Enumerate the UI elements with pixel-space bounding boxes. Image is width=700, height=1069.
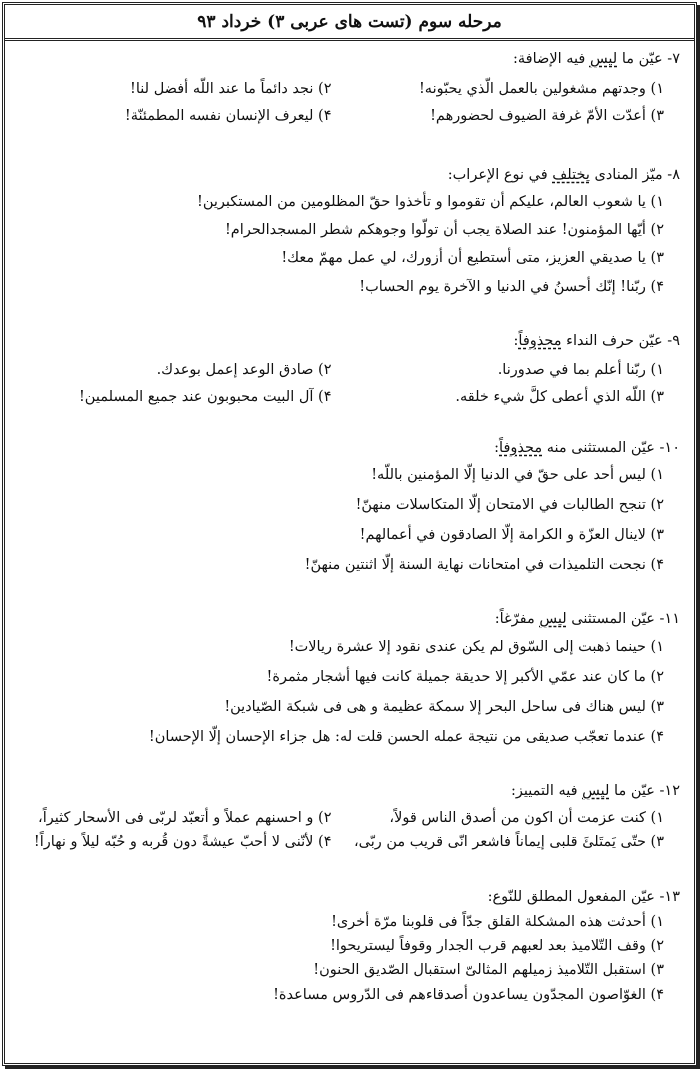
option-1[interactable]: ۱) يا شعوب العالم، عليكم أن تقوموا و تأخذوا حقّ المظلومين من المستكبرين!: [197, 194, 664, 210]
stem-underlined: ليس: [582, 783, 610, 799]
option-3[interactable]: ۳) استقبل التّلاميذ زميلهم المثالىّ استقبال الصّديق الحنون!: [313, 962, 664, 978]
stem-text: ۱۱- عيّن المستثنى: [566, 611, 680, 627]
stem-text: مفرّغاً:: [494, 611, 540, 627]
option-1[interactable]: ۱) ليس أحد على حقّ في الدنيا إلّا المؤمنين باللّه!: [371, 467, 664, 483]
question-stem: [511, 783, 680, 799]
page-header: [5, 5, 694, 41]
stem-text: فيه التمييز:: [511, 783, 583, 799]
option-1[interactable]: ۱) ربّنا أعلم بما في صدورنا.: [497, 362, 664, 378]
stem-text: ۸- ميّز المنادى: [589, 167, 680, 183]
option-3[interactable]: ۳) حتّى يَمتَلئَ قلبى إيماناً فاشعر انّى قريب من ربّى،: [353, 834, 664, 850]
stem-underlined: ليس: [539, 611, 567, 627]
option-3[interactable]: ۳) اللّه الذي أعطى كلَّ شيء خلقه.: [455, 389, 664, 405]
option-3[interactable]: ۳) ليس هناك فى ساحل البحر إلا سمكة عظيمة و هى فى شبكة الصّيادين!: [224, 699, 664, 715]
option-4[interactable]: ۴) عندما تعجّب صديقى من نتيجة عمله الحسن قلت له: هل جزاء الإحسان إلّا الإحسان!: [148, 729, 664, 745]
option-3[interactable]: ۳) يا صديقي العزيز، متى أستطيع أن أزورك، لي عمل مهمّ معك!: [281, 250, 664, 266]
question-stem: [514, 333, 680, 349]
option-1[interactable]: ۱) وجدتهم مشغولين بالعمل الّذي يحبّونه!: [418, 81, 664, 97]
question-stem: [495, 611, 680, 627]
question-stem: [488, 889, 680, 905]
option-4[interactable]: ۴) آل البيت محبوبون عند جميع المسلمين!: [78, 389, 332, 405]
option-4[interactable]: ۴) نجحت التلميذات في امتحانات نهاية السنة إلّا اثنتين منهنّ!: [304, 557, 664, 573]
options-grid: [15, 360, 664, 408]
stem-underlined: محذوفاً: [518, 333, 562, 349]
stem-text: في نوع الإعراب:: [447, 167, 553, 183]
options-row: [15, 79, 664, 100]
options-row: [15, 832, 664, 853]
option-1[interactable]: ۱) حينما ذهبت إلى السّوق لم يكن عندى نقود إلا عشرة ريالات!: [288, 639, 664, 655]
options-grid: [15, 79, 664, 127]
question-stem: [494, 440, 680, 456]
option-4[interactable]: ۴) الغوّاصون المجدّون يساعدون أصدقاءهم فى الدّروس مساعدة!: [273, 987, 664, 1003]
option-3[interactable]: ۳) أعدّت الأمّ غرفة الضيوف لحضورهم!: [430, 108, 664, 124]
page-title: مرحله سوم (تست های عربی ۳) خرداد ۹۳: [197, 11, 502, 32]
options-row: [15, 808, 664, 829]
option-4[interactable]: ۴) ربّنا! إنّك أحسنُ في الدنيا و الآخرة يوم الحساب!: [359, 279, 664, 295]
stem-underlined: محذوفاً: [499, 440, 543, 456]
options-grid: [15, 808, 664, 853]
option-1[interactable]: ۱) كنت عزمت أن اكون من أصدق الناس قولاً،: [389, 810, 664, 826]
option-2[interactable]: ۲) وقف التّلاميذ بعد لعبهم قرب الجدار وقوفاً ليستريحوا!: [330, 938, 664, 954]
stem-text: ۱۲- عيّن ما: [609, 783, 680, 799]
option-2[interactable]: ۲) و احسنهم عملاً و أتعبّد لربّى فى الأسحار كثيراً،: [38, 810, 332, 826]
option-4[interactable]: ۴) ليعرف الإنسان نفسه المطمئنّة!: [124, 108, 332, 124]
option-3[interactable]: ۳) لاينال العزّة و الكرامة إلّا الصادقون في أعمالهم!: [359, 527, 664, 543]
question-stem: [448, 167, 680, 183]
stem-text: ۷- عيّن ما: [617, 51, 680, 67]
stem-text: :: [494, 440, 500, 456]
option-2[interactable]: ۲) نجد دائماً ما عند اللّه أفضل لنا!: [130, 81, 332, 97]
options-row: [15, 387, 664, 408]
options-row: [15, 360, 664, 381]
stem-text: فيه الإضافة:: [513, 51, 590, 67]
option-1[interactable]: ۱) أحدثت هذه المشكلة القلق جدّاً فى قلوبنا مرّة أخرى!: [331, 914, 664, 930]
option-2[interactable]: ۲) أيّها المؤمنون! عند الصلاة يجب أن تولّوا وجوهكم شطر المسجدالحرام!: [224, 222, 664, 238]
stem-text: :: [513, 333, 519, 349]
stem-underlined: ليس: [589, 51, 618, 67]
stem-underlined: يختلف: [552, 167, 590, 183]
stem-text: ۱۰- عيّن المستثنى منه: [542, 440, 680, 456]
page-frame: [2, 2, 697, 1066]
option-4[interactable]: ۴) لأنّنى لا أحبّ عيشةً دون قُربه و حُبّه ليلاً و نهاراً!: [33, 834, 332, 850]
stem-text: ۱۳- عيّن المفعول المطلق للنّوع:: [487, 889, 680, 905]
question-stem: [513, 51, 680, 67]
stem-text: ۹- عيّن حرف النداء: [561, 333, 680, 349]
option-2[interactable]: ۲) ما كان عند عمّي الأكبر إلا حديقة جميلة كانت فيها أشجار مثمرة!: [266, 669, 664, 685]
options-row: [15, 106, 664, 127]
option-2[interactable]: ۲) صادق الوعد إعمل بوعدك.: [156, 362, 332, 378]
option-2[interactable]: ۲) تنجح الطالبات في الامتحان إلّا المتكاسلات منهنّ!: [355, 497, 664, 513]
